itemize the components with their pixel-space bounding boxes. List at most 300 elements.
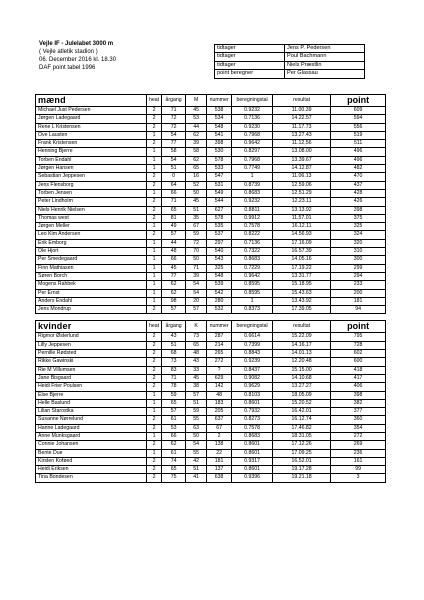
officials-table	[214, 44, 365, 79]
official-row	[215, 61, 365, 69]
table-cell: 137	[207, 466, 232, 474]
table-cell: 2	[147, 341, 162, 349]
table-cell: 52	[186, 181, 207, 189]
table-cell: 2	[147, 474, 162, 482]
table-cell: 1	[147, 165, 162, 173]
table-cell: 50	[186, 256, 207, 264]
table-cell: 426	[331, 198, 386, 206]
table-cell: 51	[162, 165, 186, 173]
table-row	[36, 248, 386, 256]
table-cell: Michael Just Pedersen	[36, 107, 147, 115]
table-cell: 2	[147, 466, 162, 474]
table-cell: 138	[207, 441, 232, 449]
column-header: nummer	[207, 321, 232, 333]
table-cell: 1	[147, 391, 162, 399]
women-header-row	[36, 321, 386, 333]
table-cell: Finn Mathiasen	[36, 264, 147, 272]
table-cell: Anders Endahl	[36, 297, 147, 305]
column-header: nummer	[207, 95, 232, 107]
table-cell: 2	[147, 173, 162, 181]
table-cell: Anne Munksgaard	[36, 432, 147, 440]
table-cell: 14.56.93	[273, 231, 331, 239]
table-cell: Torben Jensen	[36, 189, 147, 197]
table-cell: Connie Johansen	[36, 441, 147, 449]
table-cell: 17.09.25	[273, 449, 331, 457]
table-cell: 0.7578	[232, 424, 273, 432]
table-cell: 17.12.26	[273, 441, 331, 449]
table-cell: 2	[147, 115, 162, 123]
table-cell: 11.57.01	[273, 214, 331, 222]
table-cell: 73	[186, 333, 207, 341]
table-cell: 272	[331, 432, 386, 440]
women-section-title: kvinder	[36, 321, 147, 333]
men-section-title: mænd	[36, 95, 147, 107]
table-row	[36, 358, 386, 366]
table-cell: Rigmor Østerlund	[36, 333, 147, 341]
table-cell: 0.7968	[232, 156, 273, 164]
table-cell: 0.8601	[232, 449, 273, 457]
table-cell: 205	[207, 408, 232, 416]
table-cell: 1	[147, 449, 162, 457]
table-cell: 58	[162, 148, 186, 156]
table-cell: 537	[207, 231, 232, 239]
table-row	[36, 148, 386, 156]
table-cell: 81	[162, 214, 186, 222]
table-cell: 629	[207, 374, 232, 382]
table-cell: 1	[147, 189, 162, 197]
table-cell: 68	[162, 350, 186, 358]
table-cell: 541	[207, 131, 232, 139]
table-cell: 2	[147, 206, 162, 214]
table-cell: 398	[207, 140, 232, 148]
table-cell: 65	[186, 165, 207, 173]
table-cell: 39	[186, 140, 207, 148]
table-cell: 578	[207, 156, 232, 164]
table-cell: 287	[207, 333, 232, 341]
table-cell: 65	[162, 466, 186, 474]
table-cell: 0.9230	[232, 123, 273, 131]
table-row	[36, 441, 386, 449]
table-cell: 15.20.52	[273, 399, 331, 407]
table-cell: Rikke Gawinski	[36, 358, 147, 366]
table-cell: 38	[186, 383, 207, 391]
table-cell: 15.18.95	[273, 281, 331, 289]
official-name: Jens P. Pedersen	[285, 45, 365, 53]
table-cell: 0.8739	[232, 181, 273, 189]
table-cell: 14.22.57	[273, 115, 331, 123]
table-cell: 15.43.63	[273, 289, 331, 297]
table-cell: 51	[162, 341, 186, 349]
table-cell: 2	[147, 231, 162, 239]
table-cell: 2	[147, 333, 162, 341]
table-cell: 16.42.01	[273, 408, 331, 416]
table-cell: 75	[162, 474, 186, 482]
column-header: point	[331, 321, 386, 333]
table-cell: 13.27.43	[273, 131, 331, 139]
table-cell: 0.7932	[232, 408, 273, 416]
table-cell: 2	[147, 416, 162, 424]
table-cell: 482	[331, 165, 386, 173]
table-row	[36, 115, 386, 123]
table-cell: 0.9629	[232, 383, 273, 391]
table-cell: 57	[162, 306, 186, 314]
table-cell: 66	[162, 432, 186, 440]
table-row	[36, 457, 386, 465]
table-cell: 54	[162, 156, 186, 164]
table-row	[36, 466, 386, 474]
table-row	[36, 198, 386, 206]
table-cell: 0.9232	[232, 107, 273, 115]
table-cell: 1	[147, 239, 162, 247]
table-cell: 13.08.00	[273, 148, 331, 156]
table-cell: Rene L Kristensen	[36, 123, 147, 131]
table-cell: 57	[162, 231, 186, 239]
column-header: årgang	[162, 321, 186, 333]
table-cell: 2	[147, 306, 162, 314]
table-cell: 77	[162, 272, 186, 280]
table-cell: 63	[186, 424, 207, 432]
table-cell: 533	[207, 165, 232, 173]
table-cell: 51	[186, 206, 207, 214]
table-cell: 19.21.18	[273, 474, 331, 482]
men-header-row	[36, 95, 386, 107]
table-cell: 71	[162, 374, 186, 382]
table-cell: 0.8595	[232, 281, 273, 289]
table-cell: 2	[147, 358, 162, 366]
table-cell: 49	[162, 223, 186, 231]
table-cell: Tina Bondesen	[36, 474, 147, 482]
table-cell: 1	[147, 432, 162, 440]
table-row	[36, 231, 386, 239]
table-cell: Jens Flensborg	[36, 181, 147, 189]
table-cell: 67	[207, 424, 232, 432]
column-header: heat	[147, 95, 162, 107]
table-row	[36, 165, 386, 173]
table-cell: 0.7229	[232, 264, 273, 272]
table-cell: 2	[147, 441, 162, 449]
table-cell: 1	[147, 264, 162, 272]
table-cell: 324	[331, 231, 386, 239]
table-cell: 14.16.17	[273, 341, 331, 349]
table-cell: 300	[331, 256, 386, 264]
table-cell: 0.9239	[232, 358, 273, 366]
table-cell: 2	[147, 181, 162, 189]
official-role: tidtager	[215, 61, 285, 69]
official-row	[215, 53, 365, 61]
table-cell: 1	[147, 281, 162, 289]
table-cell: 406	[331, 383, 386, 391]
table-row	[36, 107, 386, 115]
column-header: beregningstal	[232, 95, 273, 107]
table-row	[36, 424, 386, 432]
table-row	[36, 131, 386, 139]
official-role: tidtager	[215, 45, 285, 53]
table-cell: 1	[147, 399, 162, 407]
table-cell: Heidi Frier Poulsen	[36, 383, 147, 391]
table-cell: 1	[232, 297, 273, 305]
table-cell: 627	[207, 206, 232, 214]
table-cell: 62	[162, 289, 186, 297]
table-cell: 0.8811	[232, 206, 273, 214]
table-cell: 556	[331, 123, 386, 131]
table-row	[36, 474, 386, 482]
table-cell: 18.31.05	[273, 432, 331, 440]
table-cell: 496	[331, 156, 386, 164]
table-row	[36, 399, 386, 407]
table-cell: 62	[162, 281, 186, 289]
table-cell: 71	[186, 264, 207, 272]
doc-points-note: DAF point tabel 1996	[39, 65, 96, 71]
table-cell: 33	[186, 366, 207, 374]
table-cell: 181	[331, 297, 386, 305]
table-cell: 70	[186, 248, 207, 256]
table-cell: 0.8683	[232, 432, 273, 440]
table-cell: 65	[186, 341, 207, 349]
table-cell: 2	[207, 432, 232, 440]
table-cell: 48	[186, 350, 207, 358]
table-cell: 53	[186, 115, 207, 123]
table-cell: 61	[162, 449, 186, 457]
table-row	[36, 366, 386, 374]
table-cell: 64	[162, 181, 186, 189]
table-cell: 0.7749	[232, 165, 273, 173]
table-row	[36, 181, 386, 189]
table-cell: 99	[331, 466, 386, 474]
table-cell: Erik Emborg	[36, 239, 147, 247]
table-row	[36, 123, 386, 131]
table-cell: 417	[331, 374, 386, 382]
table-cell: Helle Baslund	[36, 399, 147, 407]
table-cell: 48	[207, 391, 232, 399]
table-cell: 11.12.56	[273, 140, 331, 148]
column-header: K	[186, 321, 207, 333]
table-cell: 548	[207, 123, 232, 131]
table-cell: 59	[186, 408, 207, 416]
table-cell: 0.9396	[232, 474, 273, 482]
table-cell: 609	[331, 107, 386, 115]
table-cell: Ole Hjort	[36, 248, 147, 256]
table-row	[36, 289, 386, 297]
column-header: resultat	[273, 321, 331, 333]
table-cell: 2	[147, 350, 162, 358]
table-cell: 39	[186, 272, 207, 280]
table-cell: 0.8273	[232, 416, 273, 424]
table-cell: Lilian Starostka	[36, 408, 147, 416]
table-cell: 0.8297	[232, 148, 273, 156]
table-cell: 45	[186, 107, 207, 115]
table-cell: 236	[331, 449, 386, 457]
table-cell: Jørgen Hansen	[36, 165, 147, 173]
table-cell: 45	[186, 198, 207, 206]
table-cell: 0.8843	[232, 350, 273, 358]
column-header: point	[331, 95, 386, 107]
official-name: Per Glassau	[285, 70, 365, 78]
table-cell: 1	[147, 272, 162, 280]
table-cell: 14.05.16	[273, 256, 331, 264]
table-cell: 1	[147, 408, 162, 416]
table-cell: 418	[331, 366, 386, 374]
table-cell: 57	[186, 391, 207, 399]
table-cell: 50	[186, 432, 207, 440]
table-cell: 35	[186, 214, 207, 222]
table-cell: 297	[207, 239, 232, 247]
table-cell: 65	[162, 206, 186, 214]
table-cell: Thomas west	[36, 214, 147, 222]
table-cell: 50	[186, 189, 207, 197]
table-row	[36, 206, 386, 214]
table-cell: 18.05.09	[273, 391, 331, 399]
table-cell: 2	[147, 457, 162, 465]
table-cell: 12.23.11	[273, 198, 331, 206]
table-cell: 233	[331, 281, 386, 289]
table-row	[36, 432, 386, 440]
table-cell: 2	[147, 123, 162, 131]
table-cell: Mogens Rahbek	[36, 281, 147, 289]
table-cell: 22	[207, 449, 232, 457]
table-cell: 360	[331, 416, 386, 424]
table-cell: 2	[147, 383, 162, 391]
table-cell: 58	[186, 148, 207, 156]
table-cell: 638	[207, 474, 232, 482]
table-cell: Susanne Nørrelund	[36, 416, 147, 424]
table-cell: Hanne Ladegaard	[36, 424, 147, 432]
column-header: heat	[147, 321, 162, 333]
table-cell: 269	[331, 441, 386, 449]
table-cell: 43	[162, 333, 186, 341]
table-cell: 42	[186, 457, 207, 465]
table-cell: 214	[207, 341, 232, 349]
table-cell: 43	[186, 358, 207, 366]
official-name: Niels Præstlin	[285, 61, 365, 69]
table-cell: 470	[331, 173, 386, 181]
table-cell: 540	[207, 248, 232, 256]
table-cell: 496	[331, 148, 386, 156]
table-cell: 19.17.28	[273, 466, 331, 474]
table-cell: 1	[147, 248, 162, 256]
table-cell: Lilly Jeppesen	[36, 341, 147, 349]
table-cell: 532	[207, 306, 232, 314]
table-cell: 637	[207, 416, 232, 424]
table-cell: 1	[147, 131, 162, 139]
table-row	[36, 341, 386, 349]
table-cell: 0.8103	[232, 391, 273, 399]
table-cell: Torben Endahl	[36, 156, 147, 164]
table-cell: 61	[162, 416, 186, 424]
table-cell: 59	[162, 391, 186, 399]
table-cell: 544	[207, 198, 232, 206]
table-cell: Søren Borch	[36, 272, 147, 280]
table-cell: 57	[186, 306, 207, 314]
table-row	[36, 416, 386, 424]
table-cell: 0.8373	[232, 306, 273, 314]
table-cell: 20	[186, 297, 207, 305]
table-row	[36, 223, 386, 231]
table-cell: 11.00.39	[273, 107, 331, 115]
table-cell: 310	[331, 248, 386, 256]
table-cell: 54	[186, 289, 207, 297]
table-row	[36, 374, 386, 382]
table-cell: 54	[186, 441, 207, 449]
table-cell: 0.9317	[232, 457, 273, 465]
table-cell: 1	[147, 289, 162, 297]
table-cell: 0.7968	[232, 131, 273, 139]
table-cell: 72	[162, 115, 186, 123]
table-cell: 62	[186, 131, 207, 139]
table-cell: 55	[186, 416, 207, 424]
table-cell: 45	[186, 374, 207, 382]
table-row	[36, 383, 386, 391]
table-cell: Rie M Villumsen	[36, 366, 147, 374]
table-row	[36, 281, 386, 289]
table-cell: 547	[207, 173, 232, 181]
table-cell: 14.10.68	[273, 374, 331, 382]
table-row	[36, 140, 386, 148]
table-cell: 2	[147, 424, 162, 432]
table-cell: 280	[207, 297, 232, 305]
table-cell: 0	[162, 173, 186, 181]
table-cell: 0.7136	[232, 115, 273, 123]
table-cell: 428	[331, 189, 386, 197]
table-cell: 12.59.06	[273, 181, 331, 189]
table-cell: 294	[331, 272, 386, 280]
table-cell: Sebastian Jeppesen	[36, 173, 147, 181]
table-cell: Henning Bjerre	[36, 148, 147, 156]
table-cell: 511	[331, 140, 386, 148]
table-cell: 531	[207, 181, 232, 189]
table-cell: 12.51.29	[273, 189, 331, 197]
table-cell: 13.31.77	[273, 272, 331, 280]
table-cell: 2	[147, 140, 162, 148]
table-cell: 11.06.13	[273, 173, 331, 181]
table-cell: Per Smedegaard	[36, 256, 147, 264]
table-cell: Kirsten Koføed	[36, 457, 147, 465]
table-cell: Niels Henrik Nielsen	[36, 206, 147, 214]
table-cell: Pernille Rødsted	[36, 350, 147, 358]
official-row	[215, 45, 365, 53]
table-cell: 0.9912	[232, 214, 273, 222]
table-cell: 44	[162, 239, 186, 247]
table-cell: Peter Lindholm	[36, 198, 147, 206]
table-cell: 437	[331, 181, 386, 189]
table-cell: 3	[331, 474, 386, 482]
table-cell: 14.01.13	[273, 350, 331, 358]
doc-title: Vejle IF - Julelabet 3000 m	[39, 41, 114, 47]
table-row	[36, 297, 386, 305]
table-cell: 13.13.92	[273, 206, 331, 214]
table-cell: 200	[331, 289, 386, 297]
table-row	[36, 391, 386, 399]
table-cell: 0.8601	[232, 466, 273, 474]
table-cell: 0.8683	[232, 189, 273, 197]
table-cell: 320	[331, 239, 386, 247]
table-cell: 51	[186, 466, 207, 474]
table-cell: 578	[207, 214, 232, 222]
table-cell: 0.6614	[232, 333, 273, 341]
table-cell: 2	[147, 374, 162, 382]
table-cell: 12.20.48	[273, 358, 331, 366]
table-cell: 2	[147, 366, 162, 374]
gap-cell	[36, 314, 386, 321]
table-cell: 1	[147, 256, 162, 264]
table-cell: 16.52.01	[273, 457, 331, 465]
table-cell: 13.43.92	[273, 297, 331, 305]
table-cell: 17.39.05	[273, 306, 331, 314]
table-cell: 543	[207, 256, 232, 264]
table-cell: 549	[207, 189, 232, 197]
table-cell: 48	[162, 248, 186, 256]
table-cell: 1	[147, 297, 162, 305]
table-cell: 2	[147, 198, 162, 206]
